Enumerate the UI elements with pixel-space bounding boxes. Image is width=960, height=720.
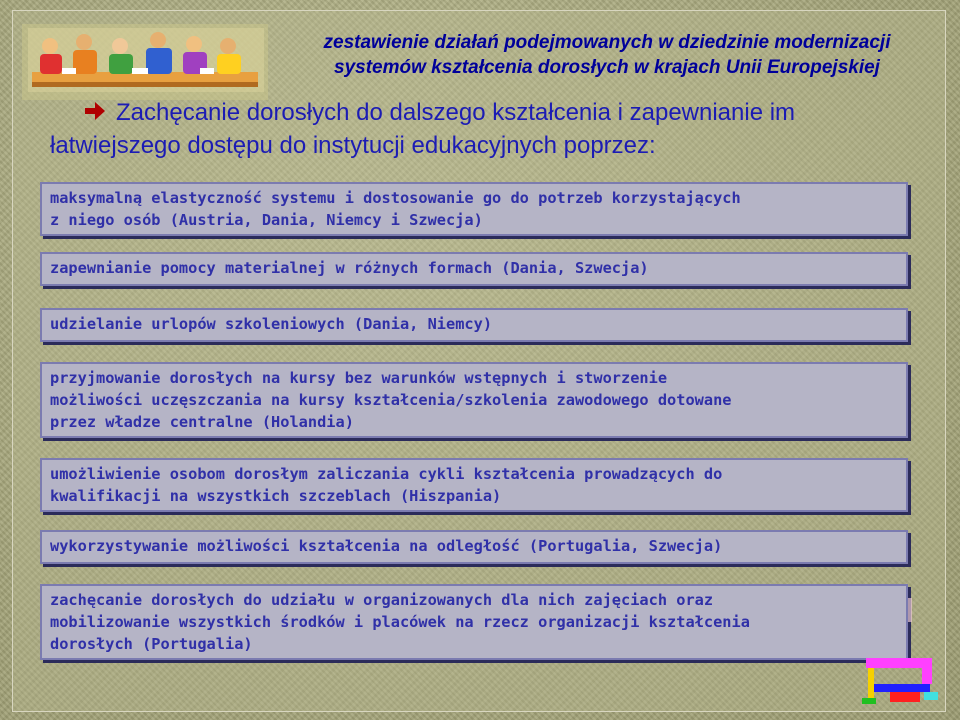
measure-box-training-leave — [40, 308, 908, 342]
slide-title-line-1: zestawienie działań podejmowanych w dziedzinie modernizacji — [323, 32, 891, 53]
slide-title-line-2: systemów kształcenia dorosłych w krajach Unii Europejskiej — [334, 57, 880, 78]
measure-line: przez władze centralne (Holandia) — [50, 413, 354, 431]
lead-line-2: łatwiejszego dostępu do instytucji edukacyjnych poprzez: — [50, 132, 656, 159]
measure-box-open-admission — [40, 362, 908, 438]
measure-box-qualifications — [40, 458, 908, 512]
measure-line: wykorzystywanie możliwości kształcenia na odległość (Portugalia, Szwecja) — [50, 537, 723, 555]
measure-line: umożliwienie osobom dorosłym zaliczania cykli kształcenia prowadzących do — [50, 465, 723, 483]
slide-title — [262, 30, 952, 80]
measure-box-distance-learning — [40, 530, 908, 564]
measure-line: dorosłych (Portugalia) — [50, 635, 253, 653]
measure-line: zachęcanie dorosłych do udziału w organizowanych dla nich zajęciach oraz — [50, 591, 714, 609]
measure-line: mobilizowanie wszystkich środków i placówek na rzecz organizacji kształcenia — [50, 613, 750, 631]
measure-line: zapewnianie pomocy materialnej w różnych formach (Dania, Szwecja) — [50, 259, 649, 277]
meeting-people-clipart — [22, 24, 268, 100]
measure-box-participation — [40, 584, 908, 660]
measure-line: możliwości uczęszczania na kursy kształcenia/szkolenia zawodowego dotowane — [50, 391, 732, 409]
abstract-figure-clipart — [852, 598, 948, 710]
measure-box-flexibility — [40, 182, 908, 236]
measure-line: przyjmowanie dorosłych na kursy bez warunków wstępnych i stworzenie — [50, 369, 668, 387]
measure-line: udzielanie urlopów szkoleniowych (Dania, Niemcy) — [50, 315, 493, 333]
lead-paragraph — [50, 96, 930, 162]
measure-box-financial-aid — [40, 252, 908, 286]
lead-line-1: Zachęcanie dorosłych do dalszego kształcenia i zapewnianie im — [116, 99, 796, 126]
measure-line: kwalifikacji na wszystkich szczeblach (Hiszpania) — [50, 487, 502, 505]
measure-line: maksymalną elastyczność systemu i dostosowanie go do potrzeb korzystających — [50, 189, 741, 207]
measure-line: z niego osób (Austria, Dania, Niemcy i Szwecja) — [50, 211, 483, 229]
